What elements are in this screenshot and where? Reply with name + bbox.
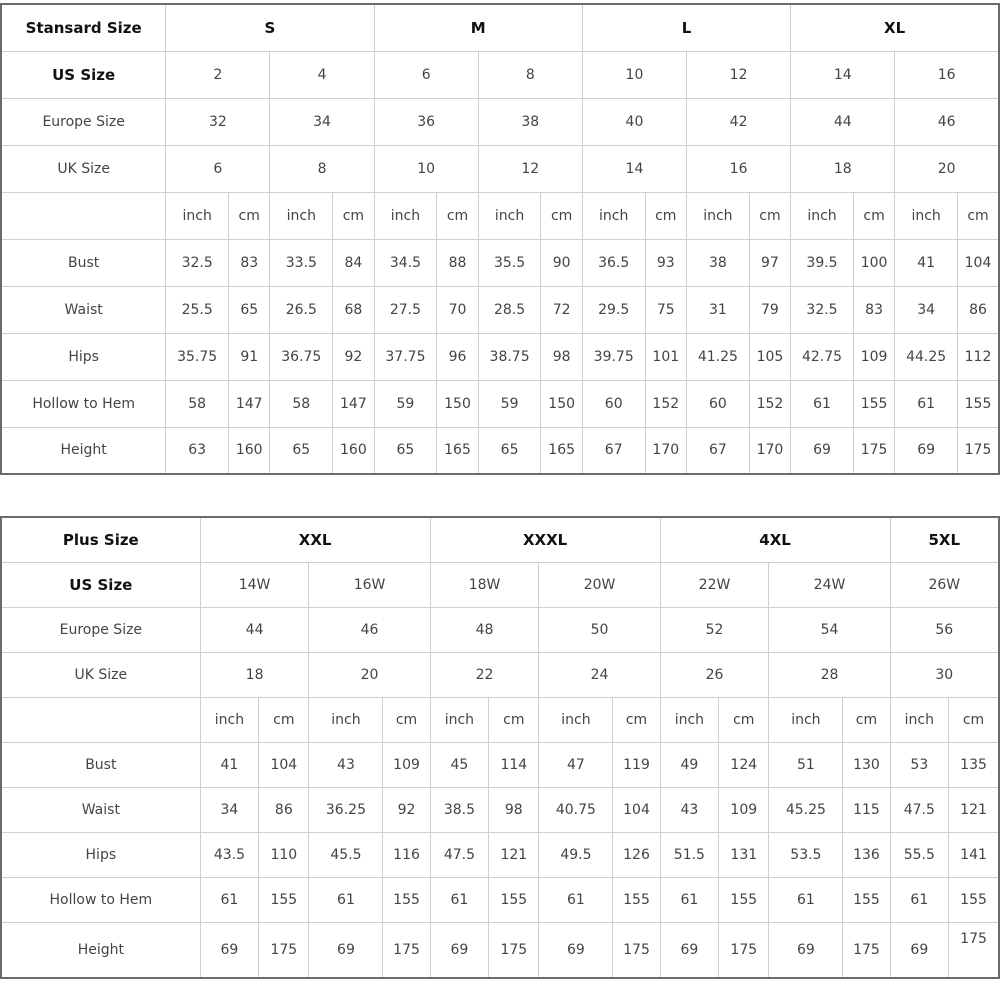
measurement-row <box>1 380 999 427</box>
measurement-value: 61 <box>890 877 949 922</box>
measurement-value: 41 <box>200 742 259 787</box>
us-size-value: 14 <box>791 51 895 98</box>
unit-inch-label: inch <box>200 697 259 742</box>
europe-size-value: 34 <box>270 98 374 145</box>
measurement-value: 39.5 <box>791 239 854 286</box>
us-size-label: US Size <box>1 562 200 607</box>
us-size-value: 16 <box>895 51 999 98</box>
size-letter-header: L <box>582 4 790 51</box>
measurement-label: Waist <box>1 286 166 333</box>
europe-size-value: 44 <box>200 607 309 652</box>
table-header-label: Stansard Size <box>1 4 166 51</box>
measurement-value: 34.5 <box>374 239 437 286</box>
measurement-value: 155 <box>719 877 769 922</box>
measurement-value: 88 <box>437 239 478 286</box>
measurement-value: 36.5 <box>582 239 645 286</box>
measurement-value: 155 <box>259 877 309 922</box>
europe-size-value: 44 <box>791 98 895 145</box>
measurement-value: 47.5 <box>890 787 949 832</box>
measurement-value: 58 <box>166 380 229 427</box>
unit-inch-label: inch <box>890 697 949 742</box>
measurement-row <box>1 922 999 978</box>
uk-size-value: 10 <box>374 145 478 192</box>
measurement-value: 83 <box>229 239 270 286</box>
unit-inch-label: inch <box>539 697 613 742</box>
unit-inch-label: inch <box>791 192 854 239</box>
unit-cm-label: cm <box>749 192 790 239</box>
measurement-value: 84 <box>333 239 374 286</box>
unit-row-blank-cell <box>1 192 166 239</box>
uk-size-value: 30 <box>890 652 999 697</box>
measurement-value: 69 <box>890 922 949 978</box>
uk-size-value: 26 <box>660 652 769 697</box>
uk-size-label: UK Size <box>1 652 200 697</box>
measurement-value: 130 <box>843 742 890 787</box>
measurement-value: 26.5 <box>270 286 333 333</box>
unit-cm-label: cm <box>541 192 582 239</box>
measurement-value: 35.5 <box>478 239 541 286</box>
measurement-value: 150 <box>437 380 478 427</box>
measurement-label: Height <box>1 922 200 978</box>
europe-size-value: 36 <box>374 98 478 145</box>
europe-size-value: 32 <box>166 98 270 145</box>
europe-size-value: 52 <box>660 607 769 652</box>
measurement-value: 53.5 <box>769 832 843 877</box>
measurement-value: 155 <box>613 877 660 922</box>
standard-size-table <box>0 3 1000 475</box>
measurement-value: 101 <box>645 333 686 380</box>
measurement-value: 65 <box>229 286 270 333</box>
measurement-value: 61 <box>895 380 958 427</box>
measurement-value: 45.5 <box>309 832 383 877</box>
measurement-value: 155 <box>957 380 999 427</box>
measurement-value: 126 <box>613 832 660 877</box>
europe-size-row <box>1 607 999 652</box>
measurement-value: 69 <box>539 922 613 978</box>
unit-cm-label: cm <box>613 697 660 742</box>
europe-size-value: 56 <box>890 607 999 652</box>
measurement-value: 110 <box>259 832 309 877</box>
size-letter-header: XXXL <box>430 517 660 562</box>
measurement-value: 100 <box>853 239 894 286</box>
measurement-value: 38.75 <box>478 333 541 380</box>
measurement-value: 63 <box>166 427 229 474</box>
measurement-row <box>1 286 999 333</box>
us-size-value: 10 <box>582 51 686 98</box>
measurement-value: 86 <box>957 286 999 333</box>
measurement-value: 43.5 <box>200 832 259 877</box>
measurement-value: 175 <box>843 922 890 978</box>
measurement-value: 43 <box>309 742 383 787</box>
measurement-row <box>1 877 999 922</box>
unit-inch-label: inch <box>374 192 437 239</box>
unit-inch-label: inch <box>478 192 541 239</box>
measurement-value: 175 <box>853 427 894 474</box>
measurement-label: Waist <box>1 787 200 832</box>
measurement-value: 155 <box>383 877 430 922</box>
measurement-label: Hollow to Hem <box>1 380 166 427</box>
measurement-value: 175 <box>489 922 539 978</box>
measurement-value: 109 <box>719 787 769 832</box>
measurement-value: 39.75 <box>582 333 645 380</box>
measurement-value: 47 <box>539 742 613 787</box>
measurement-row <box>1 742 999 787</box>
us-size-value: 24W <box>769 562 890 607</box>
measurement-value: 67 <box>687 427 750 474</box>
measurement-value: 150 <box>541 380 582 427</box>
measurement-value: 51.5 <box>660 832 719 877</box>
europe-size-label: Europe Size <box>1 607 200 652</box>
unit-inch-label: inch <box>166 192 229 239</box>
uk-size-value: 12 <box>478 145 582 192</box>
measurement-value: 49 <box>660 742 719 787</box>
unit-row-blank-cell <box>1 697 200 742</box>
measurement-value: 119 <box>613 742 660 787</box>
unit-inch-label: inch <box>660 697 719 742</box>
measurement-value: 135 <box>949 742 999 787</box>
measurement-value: 40.75 <box>539 787 613 832</box>
measurement-value: 79 <box>749 286 790 333</box>
measurement-value: 60 <box>582 380 645 427</box>
measurement-value: 93 <box>645 239 686 286</box>
measurement-label: Bust <box>1 742 200 787</box>
us-size-value: 22W <box>660 562 769 607</box>
measurement-value: 41.25 <box>687 333 750 380</box>
size-header-row <box>1 517 999 562</box>
measurement-value: 61 <box>309 877 383 922</box>
measurement-label: Hollow to Hem <box>1 877 200 922</box>
measurement-value: 147 <box>333 380 374 427</box>
unit-inch-label: inch <box>687 192 750 239</box>
us-size-row <box>1 562 999 607</box>
measurement-value: 69 <box>309 922 383 978</box>
unit-cm-label: cm <box>437 192 478 239</box>
measurement-value: 147 <box>229 380 270 427</box>
measurement-label: Height <box>1 427 166 474</box>
us-size-value: 6 <box>374 51 478 98</box>
europe-size-value: 54 <box>769 607 890 652</box>
measurement-value: 91 <box>229 333 270 380</box>
measurement-value: 175 <box>949 922 999 978</box>
unit-cm-label: cm <box>645 192 686 239</box>
measurement-value: 175 <box>383 922 430 978</box>
measurement-label: Hips <box>1 832 200 877</box>
measurement-value: 109 <box>383 742 430 787</box>
measurement-value: 67 <box>582 427 645 474</box>
uk-size-value: 18 <box>791 145 895 192</box>
measurement-value: 38.5 <box>430 787 489 832</box>
measurement-value: 170 <box>645 427 686 474</box>
measurement-value: 170 <box>749 427 790 474</box>
unit-inch-label: inch <box>270 192 333 239</box>
measurement-value: 28.5 <box>478 286 541 333</box>
measurement-value: 175 <box>613 922 660 978</box>
measurement-value: 75 <box>645 286 686 333</box>
measurement-value: 112 <box>957 333 999 380</box>
measurement-value: 160 <box>333 427 374 474</box>
measurement-value: 61 <box>791 380 854 427</box>
size-letter-header: XXL <box>200 517 430 562</box>
uk-size-value: 24 <box>539 652 660 697</box>
unit-row <box>1 697 999 742</box>
measurement-value: 165 <box>541 427 582 474</box>
measurement-value: 53 <box>890 742 949 787</box>
measurement-value: 98 <box>489 787 539 832</box>
measurement-value: 61 <box>430 877 489 922</box>
measurement-row <box>1 427 999 474</box>
measurement-value: 45 <box>430 742 489 787</box>
measurement-value: 69 <box>430 922 489 978</box>
measurement-value: 104 <box>259 742 309 787</box>
measurement-value: 83 <box>853 286 894 333</box>
measurement-value: 61 <box>200 877 259 922</box>
unit-inch-label: inch <box>582 192 645 239</box>
uk-size-value: 20 <box>309 652 430 697</box>
measurement-value: 114 <box>489 742 539 787</box>
measurement-value: 58 <box>270 380 333 427</box>
measurement-value: 65 <box>478 427 541 474</box>
us-size-value: 4 <box>270 51 374 98</box>
measurement-value: 61 <box>769 877 843 922</box>
measurement-value: 96 <box>437 333 478 380</box>
measurement-value: 121 <box>949 787 999 832</box>
measurement-value: 92 <box>333 333 374 380</box>
europe-size-value: 46 <box>895 98 999 145</box>
measurement-value: 36.75 <box>270 333 333 380</box>
europe-size-label: Europe Size <box>1 98 166 145</box>
us-size-value: 8 <box>478 51 582 98</box>
measurement-value: 160 <box>229 427 270 474</box>
uk-size-value: 6 <box>166 145 270 192</box>
measurement-value: 98 <box>541 333 582 380</box>
measurement-value: 34 <box>895 286 958 333</box>
measurement-value: 175 <box>957 427 999 474</box>
measurement-value: 61 <box>539 877 613 922</box>
size-letter-header: S <box>166 4 374 51</box>
measurement-label: Bust <box>1 239 166 286</box>
measurement-value: 55.5 <box>890 832 949 877</box>
measurement-value: 45.25 <box>769 787 843 832</box>
measurement-value: 69 <box>895 427 958 474</box>
measurement-value: 131 <box>719 832 769 877</box>
uk-size-value: 18 <box>200 652 309 697</box>
europe-size-value: 38 <box>478 98 582 145</box>
uk-size-label: UK Size <box>1 145 166 192</box>
measurement-value: 70 <box>437 286 478 333</box>
unit-cm-label: cm <box>229 192 270 239</box>
measurement-row <box>1 787 999 832</box>
uk-size-value: 16 <box>687 145 791 192</box>
unit-cm-label: cm <box>719 697 769 742</box>
measurement-value: 104 <box>957 239 999 286</box>
measurement-value: 155 <box>949 877 999 922</box>
unit-inch-label: inch <box>895 192 958 239</box>
us-size-value: 20W <box>539 562 660 607</box>
unit-row <box>1 192 999 239</box>
unit-inch-label: inch <box>309 697 383 742</box>
measurement-value: 43 <box>660 787 719 832</box>
measurement-value: 61 <box>660 877 719 922</box>
europe-size-value: 50 <box>539 607 660 652</box>
measurement-value: 36.25 <box>309 787 383 832</box>
plus-size-table <box>0 516 1000 979</box>
measurement-row <box>1 239 999 286</box>
uk-size-value: 14 <box>582 145 686 192</box>
measurement-value: 175 <box>719 922 769 978</box>
measurement-label: Hips <box>1 333 166 380</box>
measurement-value: 86 <box>259 787 309 832</box>
us-size-value: 2 <box>166 51 270 98</box>
measurement-value: 92 <box>383 787 430 832</box>
measurement-value: 27.5 <box>374 286 437 333</box>
measurement-value: 105 <box>749 333 790 380</box>
measurement-value: 68 <box>333 286 374 333</box>
measurement-value: 32.5 <box>791 286 854 333</box>
measurement-value: 69 <box>769 922 843 978</box>
us-size-value: 26W <box>890 562 999 607</box>
us-size-value: 16W <box>309 562 430 607</box>
measurement-value: 121 <box>489 832 539 877</box>
us-size-row <box>1 51 999 98</box>
us-size-label: US Size <box>1 51 166 98</box>
europe-size-value: 48 <box>430 607 539 652</box>
unit-cm-label: cm <box>949 697 999 742</box>
measurement-value: 155 <box>853 380 894 427</box>
europe-size-value: 46 <box>309 607 430 652</box>
measurement-value: 124 <box>719 742 769 787</box>
measurement-value: 59 <box>374 380 437 427</box>
size-letter-header: M <box>374 4 582 51</box>
uk-size-value: 28 <box>769 652 890 697</box>
table-header-label: Plus Size <box>1 517 200 562</box>
measurement-value: 72 <box>541 286 582 333</box>
unit-inch-label: inch <box>769 697 843 742</box>
size-header-row <box>1 4 999 51</box>
measurement-value: 38 <box>687 239 750 286</box>
measurement-value: 51 <box>769 742 843 787</box>
measurement-value: 104 <box>613 787 660 832</box>
measurement-row <box>1 832 999 877</box>
uk-size-row <box>1 145 999 192</box>
uk-size-value: 8 <box>270 145 374 192</box>
unit-cm-label: cm <box>383 697 430 742</box>
measurement-value: 109 <box>853 333 894 380</box>
measurement-value: 60 <box>687 380 750 427</box>
measurement-value: 42.75 <box>791 333 854 380</box>
measurement-value: 175 <box>259 922 309 978</box>
measurement-value: 65 <box>270 427 333 474</box>
measurement-value: 165 <box>437 427 478 474</box>
size-letter-header: 4XL <box>660 517 890 562</box>
measurement-value: 141 <box>949 832 999 877</box>
measurement-value: 25.5 <box>166 286 229 333</box>
measurement-value: 97 <box>749 239 790 286</box>
measurement-value: 69 <box>660 922 719 978</box>
measurement-value: 116 <box>383 832 430 877</box>
measurement-value: 69 <box>791 427 854 474</box>
unit-cm-label: cm <box>333 192 374 239</box>
measurement-value: 69 <box>200 922 259 978</box>
measurement-value: 44.25 <box>895 333 958 380</box>
measurement-value: 152 <box>749 380 790 427</box>
measurement-value: 136 <box>843 832 890 877</box>
measurement-value: 155 <box>489 877 539 922</box>
measurement-row <box>1 333 999 380</box>
measurement-value: 41 <box>895 239 958 286</box>
measurement-value: 65 <box>374 427 437 474</box>
uk-size-value: 22 <box>430 652 539 697</box>
unit-cm-label: cm <box>259 697 309 742</box>
unit-cm-label: cm <box>489 697 539 742</box>
size-letter-header: XL <box>791 4 999 51</box>
unit-cm-label: cm <box>957 192 999 239</box>
measurement-value: 47.5 <box>430 832 489 877</box>
measurement-value: 90 <box>541 239 582 286</box>
measurement-value: 155 <box>843 877 890 922</box>
measurement-value: 34 <box>200 787 259 832</box>
size-letter-header: 5XL <box>890 517 999 562</box>
measurement-value: 33.5 <box>270 239 333 286</box>
measurement-value: 59 <box>478 380 541 427</box>
us-size-value: 12 <box>687 51 791 98</box>
us-size-value: 14W <box>200 562 309 607</box>
unit-inch-label: inch <box>430 697 489 742</box>
uk-size-value: 20 <box>895 145 999 192</box>
europe-size-value: 42 <box>687 98 791 145</box>
europe-size-value: 40 <box>582 98 686 145</box>
europe-size-row <box>1 98 999 145</box>
measurement-value: 32.5 <box>166 239 229 286</box>
uk-size-row <box>1 652 999 697</box>
measurement-value: 37.75 <box>374 333 437 380</box>
measurement-value: 29.5 <box>582 286 645 333</box>
measurement-value: 152 <box>645 380 686 427</box>
us-size-value: 18W <box>430 562 539 607</box>
measurement-value: 35.75 <box>166 333 229 380</box>
measurement-value: 31 <box>687 286 750 333</box>
unit-cm-label: cm <box>843 697 890 742</box>
measurement-value: 115 <box>843 787 890 832</box>
unit-cm-label: cm <box>853 192 894 239</box>
measurement-value: 49.5 <box>539 832 613 877</box>
